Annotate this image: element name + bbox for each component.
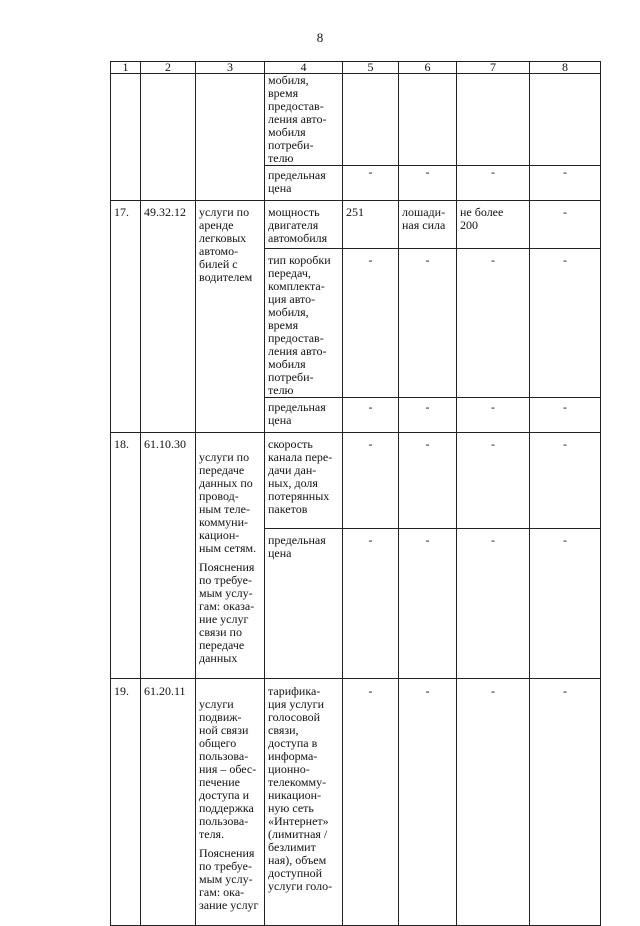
cell-service [196, 74, 265, 201]
cell-value: - [457, 249, 530, 398]
cell-unit-code: - [343, 398, 399, 433]
table-row [111, 679, 601, 926]
table-header-row [111, 62, 601, 74]
cell-characteristic: предельная цена [265, 529, 343, 679]
cell-num: 18. [111, 433, 141, 679]
cell-characteristic: мощность двигателя автомобиля [265, 201, 343, 249]
cell-value: не более 200 [457, 201, 530, 249]
cell-extra: - [530, 529, 601, 679]
cell-code: 61.10.30 [141, 433, 196, 679]
column-header: 6 [399, 62, 457, 74]
cell-value: - [457, 433, 530, 529]
cell-value: - [457, 679, 530, 926]
cell-unit: - [399, 398, 457, 433]
cell-num: 19. [111, 679, 141, 926]
cell-unit: лошади- ная сила [399, 201, 457, 249]
cell-service: услуги по аренде легковых автомо- билей с водителем [196, 201, 265, 433]
cell-value: - [457, 166, 530, 201]
cell-characteristic: предельная цена [265, 398, 343, 433]
cell-unit-code: - [343, 433, 399, 529]
cell-extra: - [530, 679, 601, 926]
cell-extra: - [530, 249, 601, 398]
cell-value: - [457, 529, 530, 679]
service-description: услуги подвиж- ной связи общего пользова- ния – обес- печение доступа и поддержка пользова- теля. [199, 697, 257, 841]
column-header: 4 [265, 62, 343, 74]
cell-unit-code: - [343, 166, 399, 201]
cell-num: 17. [111, 201, 141, 433]
cell-code [141, 74, 196, 201]
service-note: Пояснения по требуе- мым услу- гам: оказа- ние услуг связи по передаче данных [199, 560, 255, 665]
table-row [111, 201, 601, 249]
column-header: 5 [343, 62, 399, 74]
cell-characteristic: предельная цена [265, 166, 343, 201]
cell-unit: - [399, 249, 457, 398]
cell-unit-code: - [343, 249, 399, 398]
cell-extra: - [530, 398, 601, 433]
table-row [111, 433, 601, 529]
cell-unit-code [343, 74, 399, 166]
page-number: 8 [316, 30, 324, 45]
cell-characteristic: скорость канала пере- дачи дан- ных, доля потерянных пакетов [265, 433, 343, 529]
cell-value [457, 74, 530, 166]
cell-value: - [457, 398, 530, 433]
column-header: 8 [530, 62, 601, 74]
cell-extra: - [530, 201, 601, 249]
cell-extra: - [530, 166, 601, 201]
cell-num [111, 74, 141, 201]
column-header: 1 [111, 62, 141, 74]
cell-unit-code: - [343, 529, 399, 679]
cell-extra: - [530, 433, 601, 529]
column-header: 7 [457, 62, 530, 74]
cell-code: 61.20.11 [141, 679, 196, 926]
cell-unit: - [399, 529, 457, 679]
cell-unit [399, 74, 457, 166]
cell-characteristic: тип коробки передач, комплекта- ция авто- мобиля, время предостав- ления авто- мобиля потреби- телю [265, 249, 343, 398]
column-header: 3 [196, 62, 265, 74]
cell-unit: - [399, 166, 457, 201]
cell-unit: - [399, 433, 457, 529]
cell-characteristic: мобиля, время предостав- ления авто- мобиля потреби- телю [265, 74, 343, 166]
service-description: услуги по передаче данных по провод- ным теле- коммуни- кацион- ным сетям. [199, 450, 257, 555]
cell-service [196, 679, 265, 926]
table-row [111, 74, 601, 166]
cell-service [196, 433, 265, 679]
cell-unit: - [399, 679, 457, 926]
cell-code: 49.32.12 [141, 201, 196, 433]
cell-unit-code: 251 [343, 201, 399, 249]
column-header: 2 [141, 62, 196, 74]
cell-extra [530, 74, 601, 166]
service-note: Пояснения по требуе- мым услу- гам: ока- зание услуг [199, 846, 259, 912]
cell-unit-code: - [343, 679, 399, 926]
cell-characteristic: тарифика- ция услуги голосовой связи, доступа в информа- ционно- телекомму- никацион- ную сеть «Интернет» (лимитная / безлимит ная), объем доступной услуги голо- [265, 679, 343, 926]
requirements-table [110, 61, 601, 926]
